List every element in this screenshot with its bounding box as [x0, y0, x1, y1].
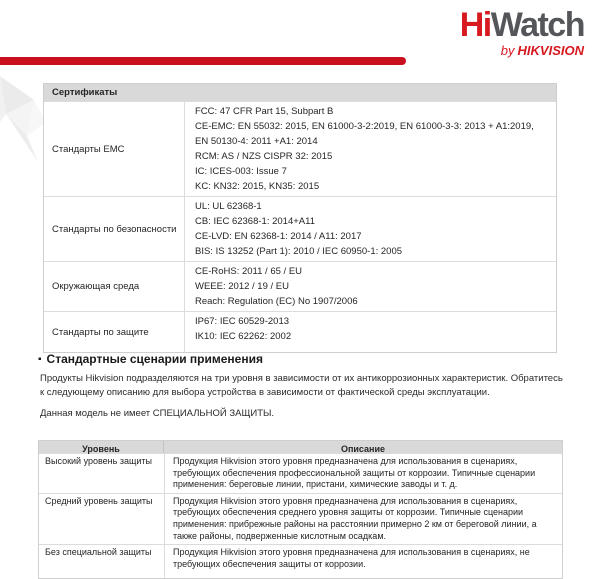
- row-label: Окружающая среда: [52, 281, 140, 292]
- cert-line: WEEE: 2012 / 19 / EU: [195, 281, 289, 292]
- brand-logo: [460, 8, 584, 57]
- certificates-table-title: Сертификаты: [44, 84, 556, 101]
- description-cell: Продукция Hikvision этого уровня предназначена для использования в сценариях, требующих обеспечения профессиональной защиты от коррозии. Типичные сценарии применения: береговые линии, пристани, химические заводы и т. д.: [164, 454, 562, 493]
- row-value: [184, 102, 556, 196]
- description-cell: Продукция Hikvision этого уровня предназначена для использования в сценариях, не требующих обеспечения защиты от коррозии.: [164, 545, 562, 578]
- cert-line: CE-EMC: EN 55032: 2015, EN 61000-3-2:2019, EN 61000-3-3: 2013 + A1:2019, EN 50130-4: 2011 +A1: 2014: [195, 121, 534, 147]
- row-label: Стандарты EMC: [52, 143, 125, 155]
- table-row-protection: [44, 311, 556, 352]
- table-row-emc: [44, 101, 556, 196]
- table-row-no-protection: [39, 544, 562, 578]
- cert-line: CE-LVD: EN 62368-1: 2014 / A11: 2017: [195, 231, 362, 242]
- protection-levels-table: [38, 440, 563, 579]
- section-title-text: Стандартные сценарии применения: [46, 352, 263, 366]
- row-value: [184, 312, 556, 352]
- table-row-medium-level: [39, 493, 562, 544]
- table-row-safety: [44, 196, 556, 261]
- level-cell: Без специальной защиты: [45, 547, 152, 558]
- section-title: [38, 352, 263, 366]
- logo-wordmark: [460, 8, 584, 42]
- cert-line: IC: ICES-003: Issue 7: [195, 166, 287, 177]
- column-header-description: Описание: [340, 444, 386, 454]
- cert-line: CE-RoHS: 2011 / 65 / EU: [195, 266, 303, 277]
- cert-line: BIS: IS 13252 (Part 1): 2010 / IEC 60950-1: 2005: [195, 246, 403, 257]
- cert-line: IP67: IEC 60529-2013: [195, 316, 290, 327]
- model-protection-note: Данная модель не имеет СПЕЦИАЛЬНОЙ ЗАЩИТЫ.: [40, 408, 275, 419]
- cert-line: Reach: Regulation (EC) No 1907/2006: [195, 296, 358, 307]
- certificates-table: [43, 83, 557, 353]
- cert-line: CB: IEC 62368-1: 2014+A11: [195, 216, 315, 227]
- logo-by-text: by: [500, 43, 515, 58]
- cert-line: RCM: AS / NZS CISPR 32: 2015: [195, 151, 333, 162]
- logo-hikvision-text: HIKVISION: [517, 43, 584, 58]
- cert-line: KC: KN32: 2015, KN35: 2015: [195, 181, 320, 192]
- logo-byline: [460, 44, 584, 57]
- table-row-high-level: [39, 453, 562, 493]
- bullet-icon: ▪: [38, 354, 42, 365]
- column-header-level: Уровень: [39, 441, 164, 453]
- logo-hi-text: Hi: [459, 6, 491, 44]
- table-row-environment: [44, 261, 556, 311]
- cert-line: IK10: IEC 62262: 2002: [195, 331, 292, 342]
- description-cell: Продукция Hikvision этого уровня предназначена для использования в сценариях, требующих обеспечения среднего уровня защиты от коррозии. Типичные сценарии применения: прибрежные районы на расстоянии примерно 2 км от береговой линии, а также районы, подверженные кислотным осадкам.: [164, 494, 562, 544]
- level-cell: Высокий уровень защиты: [45, 456, 152, 466]
- row-label: Стандарты по безопасности: [52, 223, 177, 235]
- row-label: Стандарты по защите: [52, 326, 149, 338]
- logo-watch-text: Watch: [490, 6, 584, 44]
- row-value: [184, 197, 556, 261]
- cert-line: FCC: 47 CFR Part 15, Subpart B: [195, 106, 334, 117]
- levels-table-header: [39, 441, 562, 453]
- row-value: [184, 262, 556, 311]
- cert-line: UL: UL 62368-1: [195, 201, 262, 212]
- header-red-divider: [0, 57, 406, 65]
- level-cell: Средний уровень защиты: [45, 495, 153, 506]
- section-paragraph: Продукты Hikvision подразделяются на три уровня в зависимости от их антикоррозионных характеристик. Обратитесь к следующему описанию для выбора устройства в зависимости от фактической среды эксплуатации.: [40, 373, 563, 398]
